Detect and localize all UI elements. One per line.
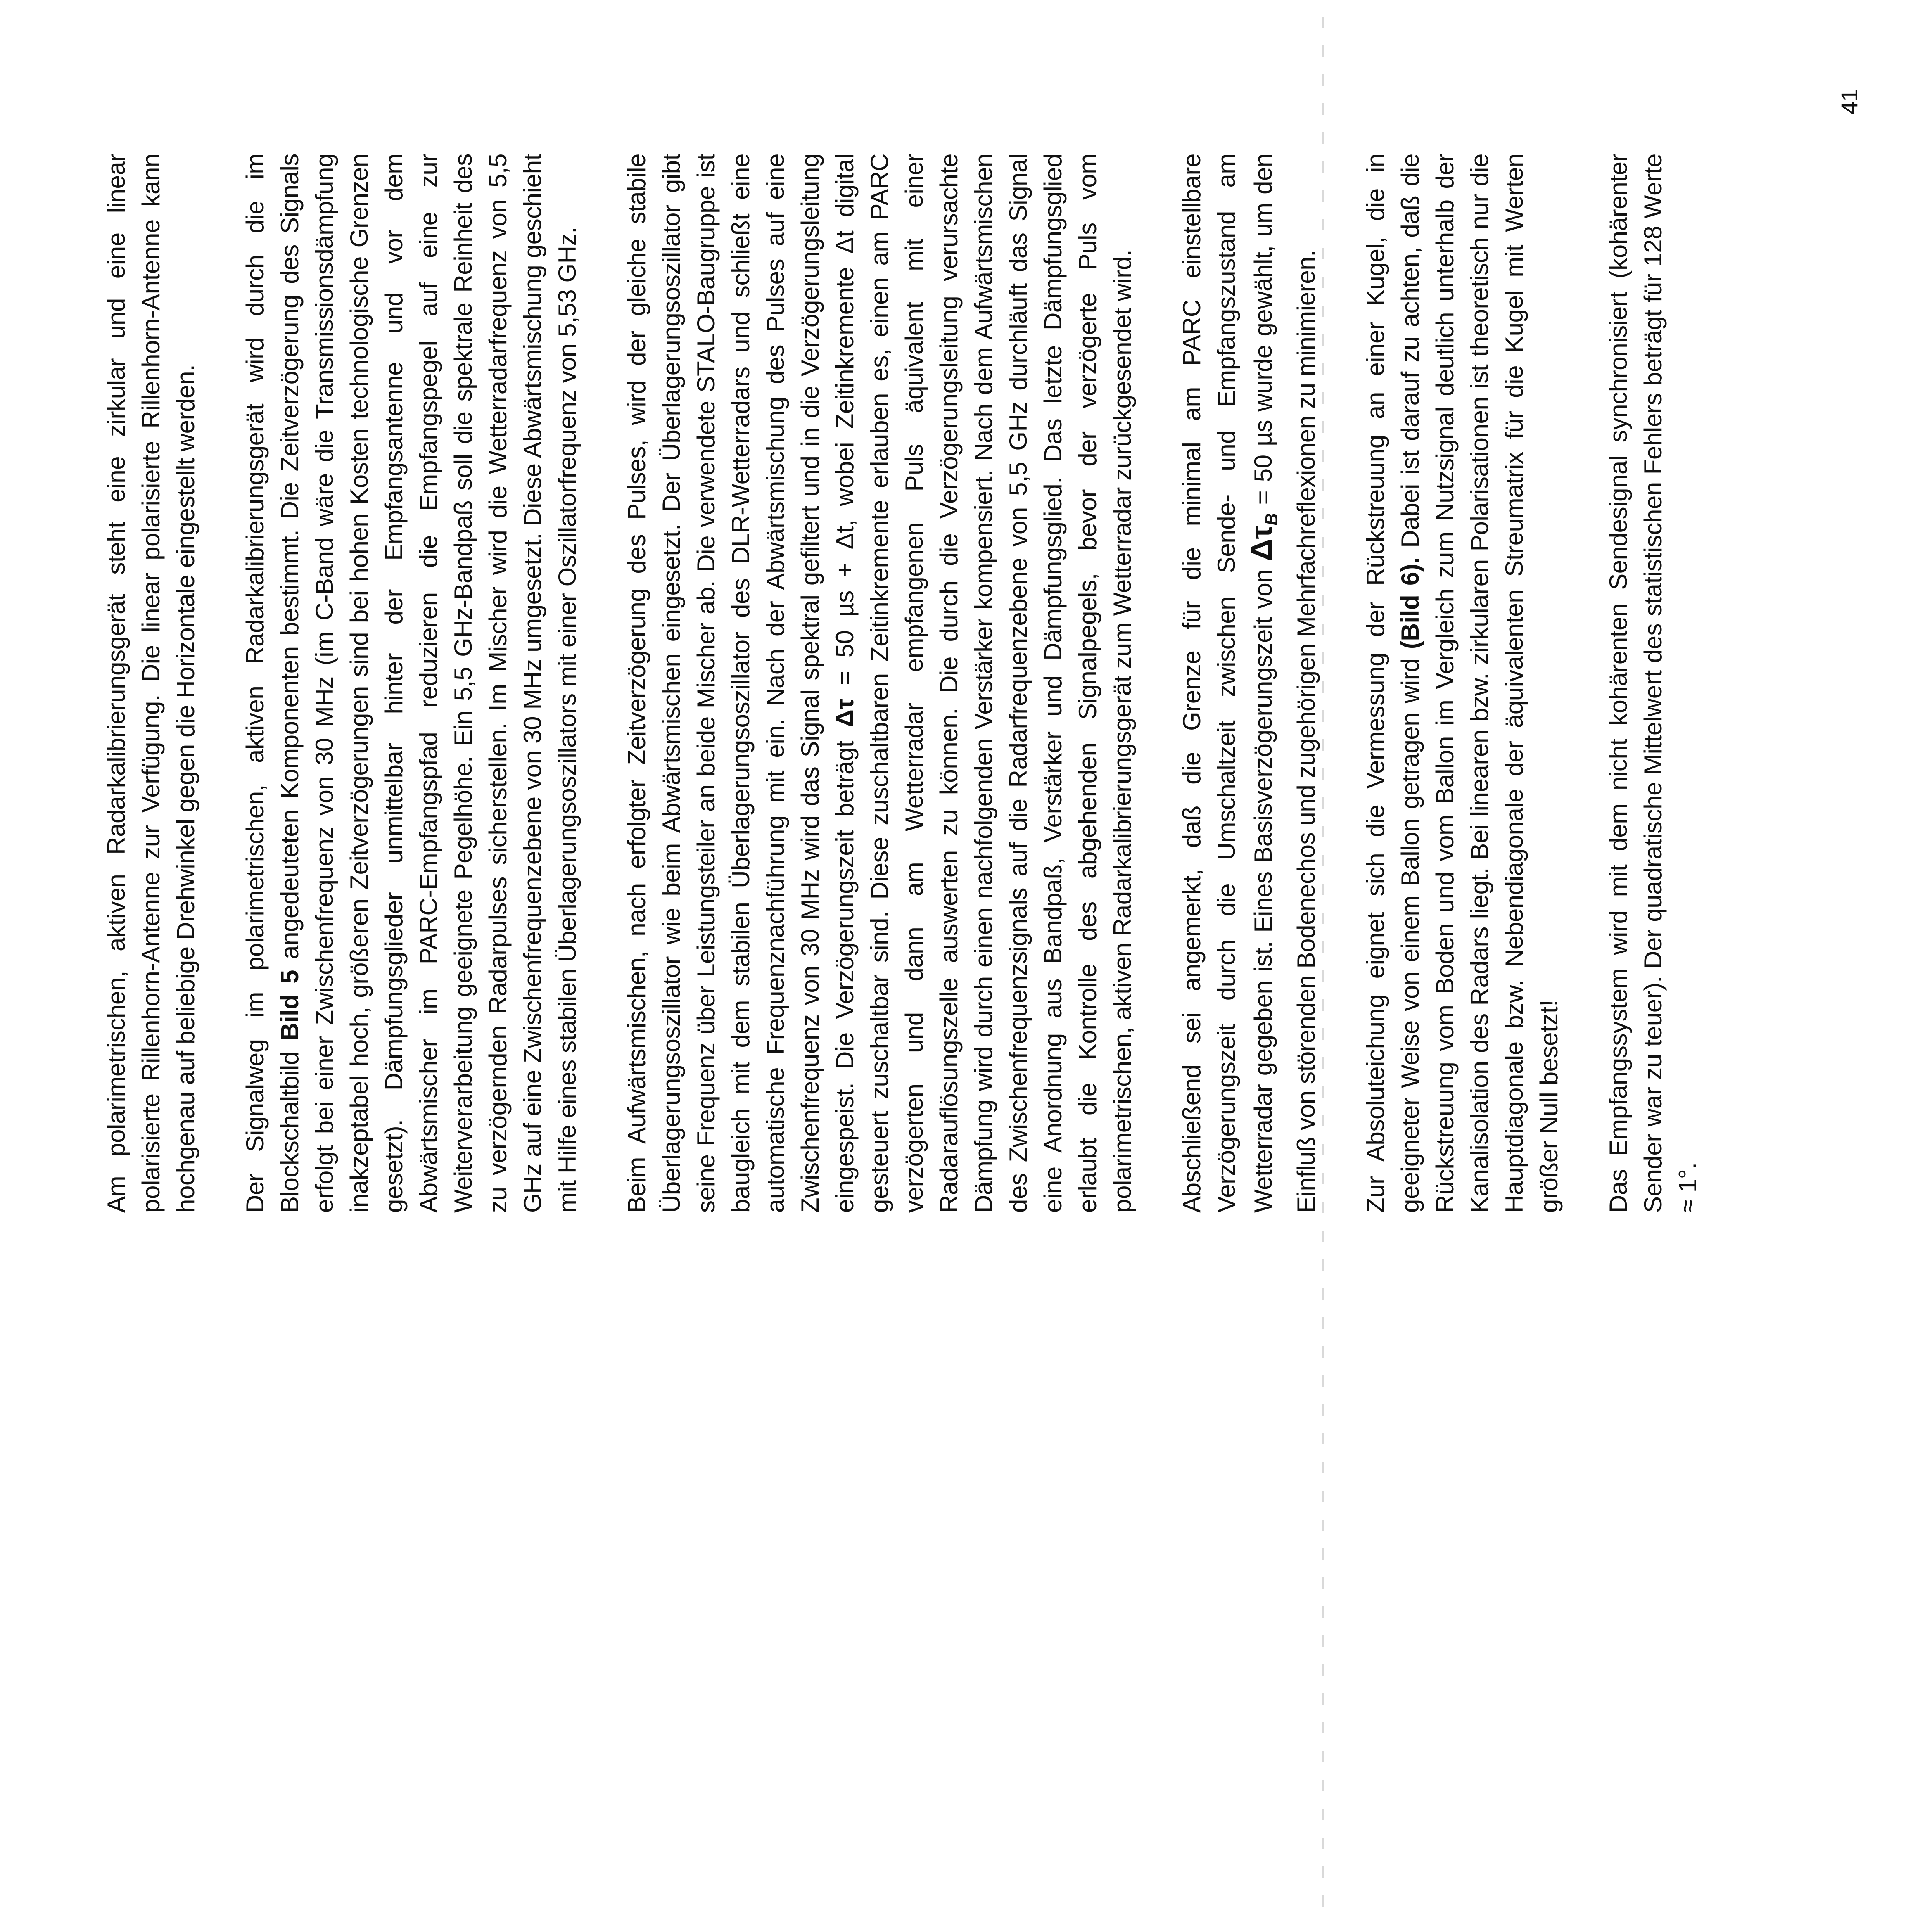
tau-symbol: τ: [1244, 525, 1278, 539]
figure-reference-bild-5: Bild 5: [276, 970, 304, 1041]
scan-edge-artifact: [1322, 17, 1324, 1916]
paragraph-text: Zur Absoluteichung eignet sich die Vermessung der Rückstreuung an einer Kugel, die in geeigneter Weise von einem Ballon getragen wird: [1362, 154, 1424, 1213]
paragraph-delay-limit: [1175, 154, 1324, 1213]
paragraph-signal-path: [238, 154, 585, 1213]
paragraph-receiver-sync: [1601, 154, 1705, 1213]
paragraph-text: = 50 µs wurde gewählt, um den Einfluß von störenden Bodenechos und zugehörigen Mehrfachreflexionen zu minimieren.: [1249, 153, 1320, 1213]
paragraph-upmixing: [619, 154, 1140, 1213]
paragraph-text: = 50 µs + Δt, wobei Zeitinkremente Δt digital gesteuert zuschaltbar sind. Diese zuschaltbaren Zeitinkremente erlauben es, einen am PARC verzögerten und dann am Wetterradar empfangenen Puls äquivalent mit einer Radarauflösungszelle auswerten zu können. Die durch die Verzögerungsleitung verursachte Dämpfung wird durch einen nachfolgenden Verstärker kompensiert. Nach dem Aufwärtsmischen des Zwischenfrequenzsignals auf die Radarfrequenzebene von 5,5 GHz durchläuft das Signal eine Anordnung aus Bandpaß, Verstärker und Dämpfungsglied. Das letzte Dämpfungsglied erlaubt die Kontrolle des abgehenden Signalpegels, bevor der verzögerte Puls vom polarimetrischen, aktiven Radarkalibrierungsgerät zum Wetterradar zurückgesendet wird.: [831, 153, 1136, 1213]
paragraph-absolute-calibration: [1358, 154, 1566, 1213]
paragraph-text: Das Empfangssystem wird mit dem nicht kohärenten Sendesignal synchronisiert (kohärenter Sender war zu teuer). Der quadratische Mittelwert des statistischen Fehlers beträgt für 128 Werte ≈ 1°.: [1604, 154, 1702, 1213]
delta-symbol: Δ: [1244, 539, 1278, 561]
figure-reference-bild-6: (Bild 6).: [1396, 557, 1424, 650]
paragraph-text: Der Signalweg im polarimetrischen, aktiven Radarkalibrierungsgerät wird durch die im Blockschaltbild: [241, 154, 304, 1213]
paragraph-text: Am polarimetrischen, aktiven Radarkalibrierungsgerät steht eine zirkular und eine linear polarisierte Rillenhorn-Antenne zur Verfügung. Die linear polarisierte Rillenhorn-Antenne kann hochgenau auf beliebige Drehwinkel gegen die Horizontale eingestellt werden.: [102, 154, 199, 1213]
tau-subscript: B: [1262, 513, 1281, 526]
paragraph-text: Dabei ist darauf zu achten, daß die Rückstreuung vom Boden und vom Ballon im Vergleich zum Nutzsignal deutlich unterhalb der Kanalisolation des Radars liegt. Bei linearen bzw. zirkularen Polarisationen ist theoretisch nur die Hauptdiagonale bzw. Nebendiagonale der äquivalenten Streumatrix für die Kugel mit Werten größer Null besetzt!: [1396, 154, 1563, 1213]
paragraph-antennas: [99, 154, 203, 1213]
body-text-column: [99, 154, 1740, 1213]
paragraph-text: Beim Aufwärtsmischen, nach erfolgter Zeitverzögerung des Pulses, wird der gleiche stabile Überlagerungsoszillator wie beim Abwärtsmischen eingesetzt. Der Überlagerungsoszillator gibt seine Frequenz über Leistungsteiler an beide Mischer ab. Die verwendete STALO-Baugruppe ist baugleich mit dem stabilen Überlagerungsoszillator des DLR-Wetterradars und schließt eine automatische Frequenznachführung mit ein. Nach der Abwärtsmischung des Pulses auf eine Zwischenfrequenz von 30 MHz wird das Signal spektral gefiltert und in die Verzögerungsleitung eingespeist. Die Verzögerungszeit beträgt: [623, 154, 859, 1213]
delta-tau-symbol: Δτ: [831, 699, 859, 728]
paragraph-text: Abschließend sei angemerkt, daß die Grenze für die minimal am PARC einstellbare Verzögerungszeit durch die Umschaltzeit zwischen Sende- und Empfangszustand am Wetterradar gegeben ist. Eines Basisverzögerungszeit von: [1178, 154, 1277, 1213]
page-number: 41: [1836, 88, 1862, 114]
paragraph-text: angedeuteten Komponenten bestimmt. Die Zeitverzögerung des Signals erfolgt bei einer Zwischenfrequenz von 30 MHz (im C-Band wäre die Transmissionsdämpfung inakzeptabel hoch, größeren Zeitverzögerungen sind bei hohen Kosten technologische Grenzen gesetzt). Dämpfungsglieder unmittelbar hinter der Empfangsantenne und vor dem Abwärtsmischer im PARC-Empfangspfad reduzieren die Empfangspegel auf eine zur Weiterverarbeitung geeignete Pegelhöhe. Ein 5,5 GHz-Bandpaß soll die spektrale Reinheit des zu verzögernden Radarpulses sicherstellen. Im Mischer wird die Wetterradarfrequenz von 5,5 GHz auf eine Zwischenfrequenzebene von 30 MHz umgesetzt. Diese Abwärtsmischung geschieht mit Hilfe eines stabilen Überlagerungsoszillators mit einer Oszillatorfrequenz von 5,53 GHz.: [276, 154, 581, 1213]
